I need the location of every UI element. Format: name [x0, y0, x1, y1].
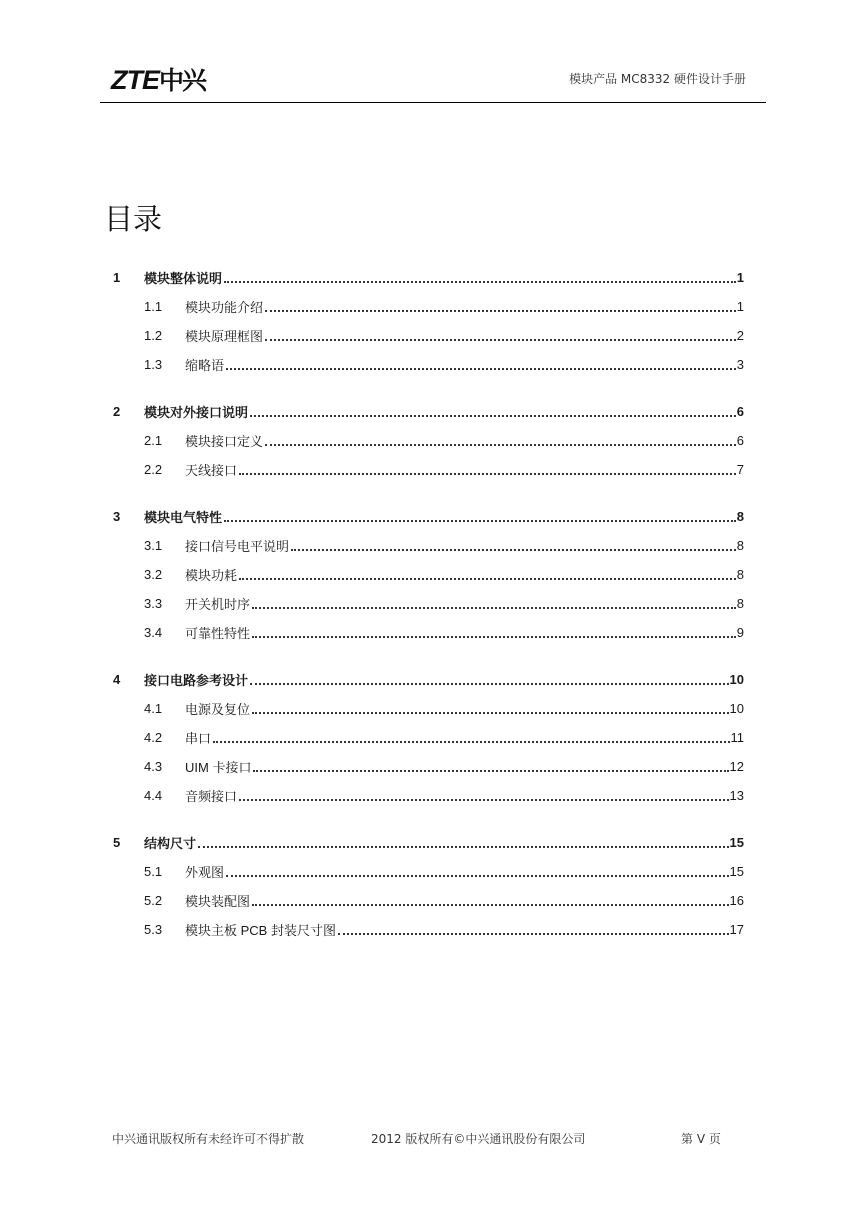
toc-entry[interactable] [113, 694, 744, 723]
toc-page: 8 [736, 596, 744, 611]
toc-page: 1 [736, 299, 744, 314]
footer-copyright-notice: 中兴通讯版权所有未经许可不得扩散 [112, 1132, 305, 1146]
toc-entry[interactable] [113, 560, 744, 589]
toc-page: 8 [736, 567, 744, 582]
toc-number: 4.1 [144, 701, 163, 716]
toc-entry[interactable] [113, 502, 744, 531]
toc-number: 1.1 [144, 299, 163, 314]
toc-leader [252, 711, 729, 714]
toc-number: 4.2 [144, 730, 163, 745]
toc-title: 模块功能介绍 [185, 300, 264, 315]
toc-entry[interactable] [113, 781, 744, 810]
toc-leader [224, 280, 736, 283]
toc-leader [252, 606, 736, 609]
table-of-contents [113, 263, 744, 944]
toc-entry[interactable] [113, 665, 744, 694]
toc-entry[interactable] [113, 618, 744, 647]
toc-title: 接口电路参考设计 [144, 673, 249, 688]
toc-entry[interactable] [113, 455, 744, 484]
toc-leader [226, 367, 736, 370]
toc-entry[interactable] [113, 589, 744, 618]
toc-number: 3 [113, 509, 121, 524]
toc-page: 10 [729, 672, 744, 687]
toc-entry[interactable] [113, 531, 744, 560]
toc-entry[interactable] [113, 886, 744, 915]
toc-number: 2.1 [144, 433, 163, 448]
toc-leader [224, 519, 736, 522]
toc-title: 天线接口 [185, 463, 238, 478]
toc-leader [198, 845, 729, 848]
logo-cn: 中兴 [159, 67, 206, 95]
toc-title: 开关机时序 [185, 597, 251, 612]
toc-entry[interactable] [113, 321, 744, 350]
toc-page: 8 [736, 509, 744, 524]
toc-title: 缩略语 [185, 358, 225, 373]
zte-logo [111, 66, 205, 94]
toc-number: 2 [113, 404, 121, 419]
toc-leader [265, 338, 736, 341]
toc-entry[interactable] [113, 397, 744, 426]
toc-leader [252, 635, 736, 638]
toc-leader [265, 309, 736, 312]
toc-entry[interactable] [113, 857, 744, 886]
toc-page: 8 [736, 538, 744, 553]
toc-number: 3.2 [144, 567, 163, 582]
toc-title: 串口 [185, 731, 212, 746]
footer-page-number: 第 V 页 [681, 1132, 721, 1146]
toc-leader [239, 577, 736, 580]
toc-heading: 目录 [104, 202, 163, 236]
toc-title: 音频接口 [185, 789, 238, 804]
toc-entry[interactable] [113, 752, 744, 781]
toc-page: 6 [736, 433, 744, 448]
toc-title: 模块电气特性 [144, 510, 223, 525]
toc-title: 模块对外接口说明 [144, 405, 249, 420]
toc-page: 3 [736, 357, 744, 372]
toc-page: 16 [729, 893, 744, 908]
toc-title: 结构尺寸 [144, 836, 197, 851]
toc-title: UIM 卡接口 [185, 760, 252, 775]
toc-number: 4 [113, 672, 121, 687]
toc-title: 模块功耗 [185, 568, 238, 583]
toc-number: 1.2 [144, 328, 163, 343]
toc-entry[interactable] [113, 263, 744, 292]
toc-leader [213, 740, 729, 743]
toc-entry[interactable] [113, 723, 744, 752]
toc-number: 5 [113, 835, 121, 850]
logo-latin: ZTE [111, 65, 159, 95]
toc-page: 6 [736, 404, 744, 419]
toc-leader [265, 443, 736, 446]
toc-number: 5.1 [144, 864, 163, 879]
toc-leader [338, 932, 729, 935]
toc-page: 2 [736, 328, 744, 343]
toc-leader [252, 903, 729, 906]
toc-number: 1.3 [144, 357, 163, 372]
toc-number: 2.2 [144, 462, 163, 477]
toc-page: 7 [736, 462, 744, 477]
toc-number: 3.4 [144, 625, 163, 640]
toc-number: 5.2 [144, 893, 163, 908]
toc-title: 电源及复位 [185, 702, 251, 717]
toc-number: 1 [113, 270, 121, 285]
toc-leader [291, 548, 736, 551]
toc-number: 3.3 [144, 596, 163, 611]
toc-title: 模块整体说明 [144, 271, 223, 286]
toc-leader [253, 769, 728, 772]
toc-number: 3.1 [144, 538, 163, 553]
toc-entry[interactable] [113, 350, 744, 379]
toc-leader [226, 874, 729, 877]
toc-title: 可靠性特性 [185, 626, 251, 641]
toc-title: 模块原理框图 [185, 329, 264, 344]
toc-title: 模块装配图 [185, 894, 251, 909]
footer-copyright-owner: 2012 版权所有©中兴通讯股份有限公司 [371, 1132, 586, 1146]
toc-page: 9 [736, 625, 744, 640]
toc-page: 1 [736, 270, 744, 285]
toc-title: 模块接口定义 [185, 434, 264, 449]
toc-title: 模块主板 PCB 封装尺寸图 [185, 923, 336, 938]
toc-title: 接口信号电平说明 [185, 539, 290, 554]
toc-leader [250, 682, 729, 685]
toc-entry[interactable] [113, 915, 744, 944]
toc-title: 外观图 [185, 865, 225, 880]
toc-leader [239, 472, 736, 475]
header-divider [100, 102, 766, 103]
toc-page: 13 [729, 788, 744, 803]
toc-page: 11 [730, 730, 744, 745]
toc-number: 4.3 [144, 759, 163, 774]
toc-number: 4.4 [144, 788, 163, 803]
toc-page: 15 [729, 864, 744, 879]
toc-number: 5.3 [144, 922, 163, 937]
toc-page: 10 [729, 701, 744, 716]
toc-page: 12 [729, 759, 744, 774]
toc-entry[interactable] [113, 426, 744, 455]
toc-entry[interactable] [113, 828, 744, 857]
toc-leader [250, 414, 736, 417]
toc-leader [239, 798, 729, 801]
toc-page: 17 [729, 922, 744, 937]
document-title: 模块产品 MC8332 硬件设计手册 [569, 72, 746, 86]
toc-entry[interactable] [113, 292, 744, 321]
toc-page: 15 [729, 835, 744, 850]
